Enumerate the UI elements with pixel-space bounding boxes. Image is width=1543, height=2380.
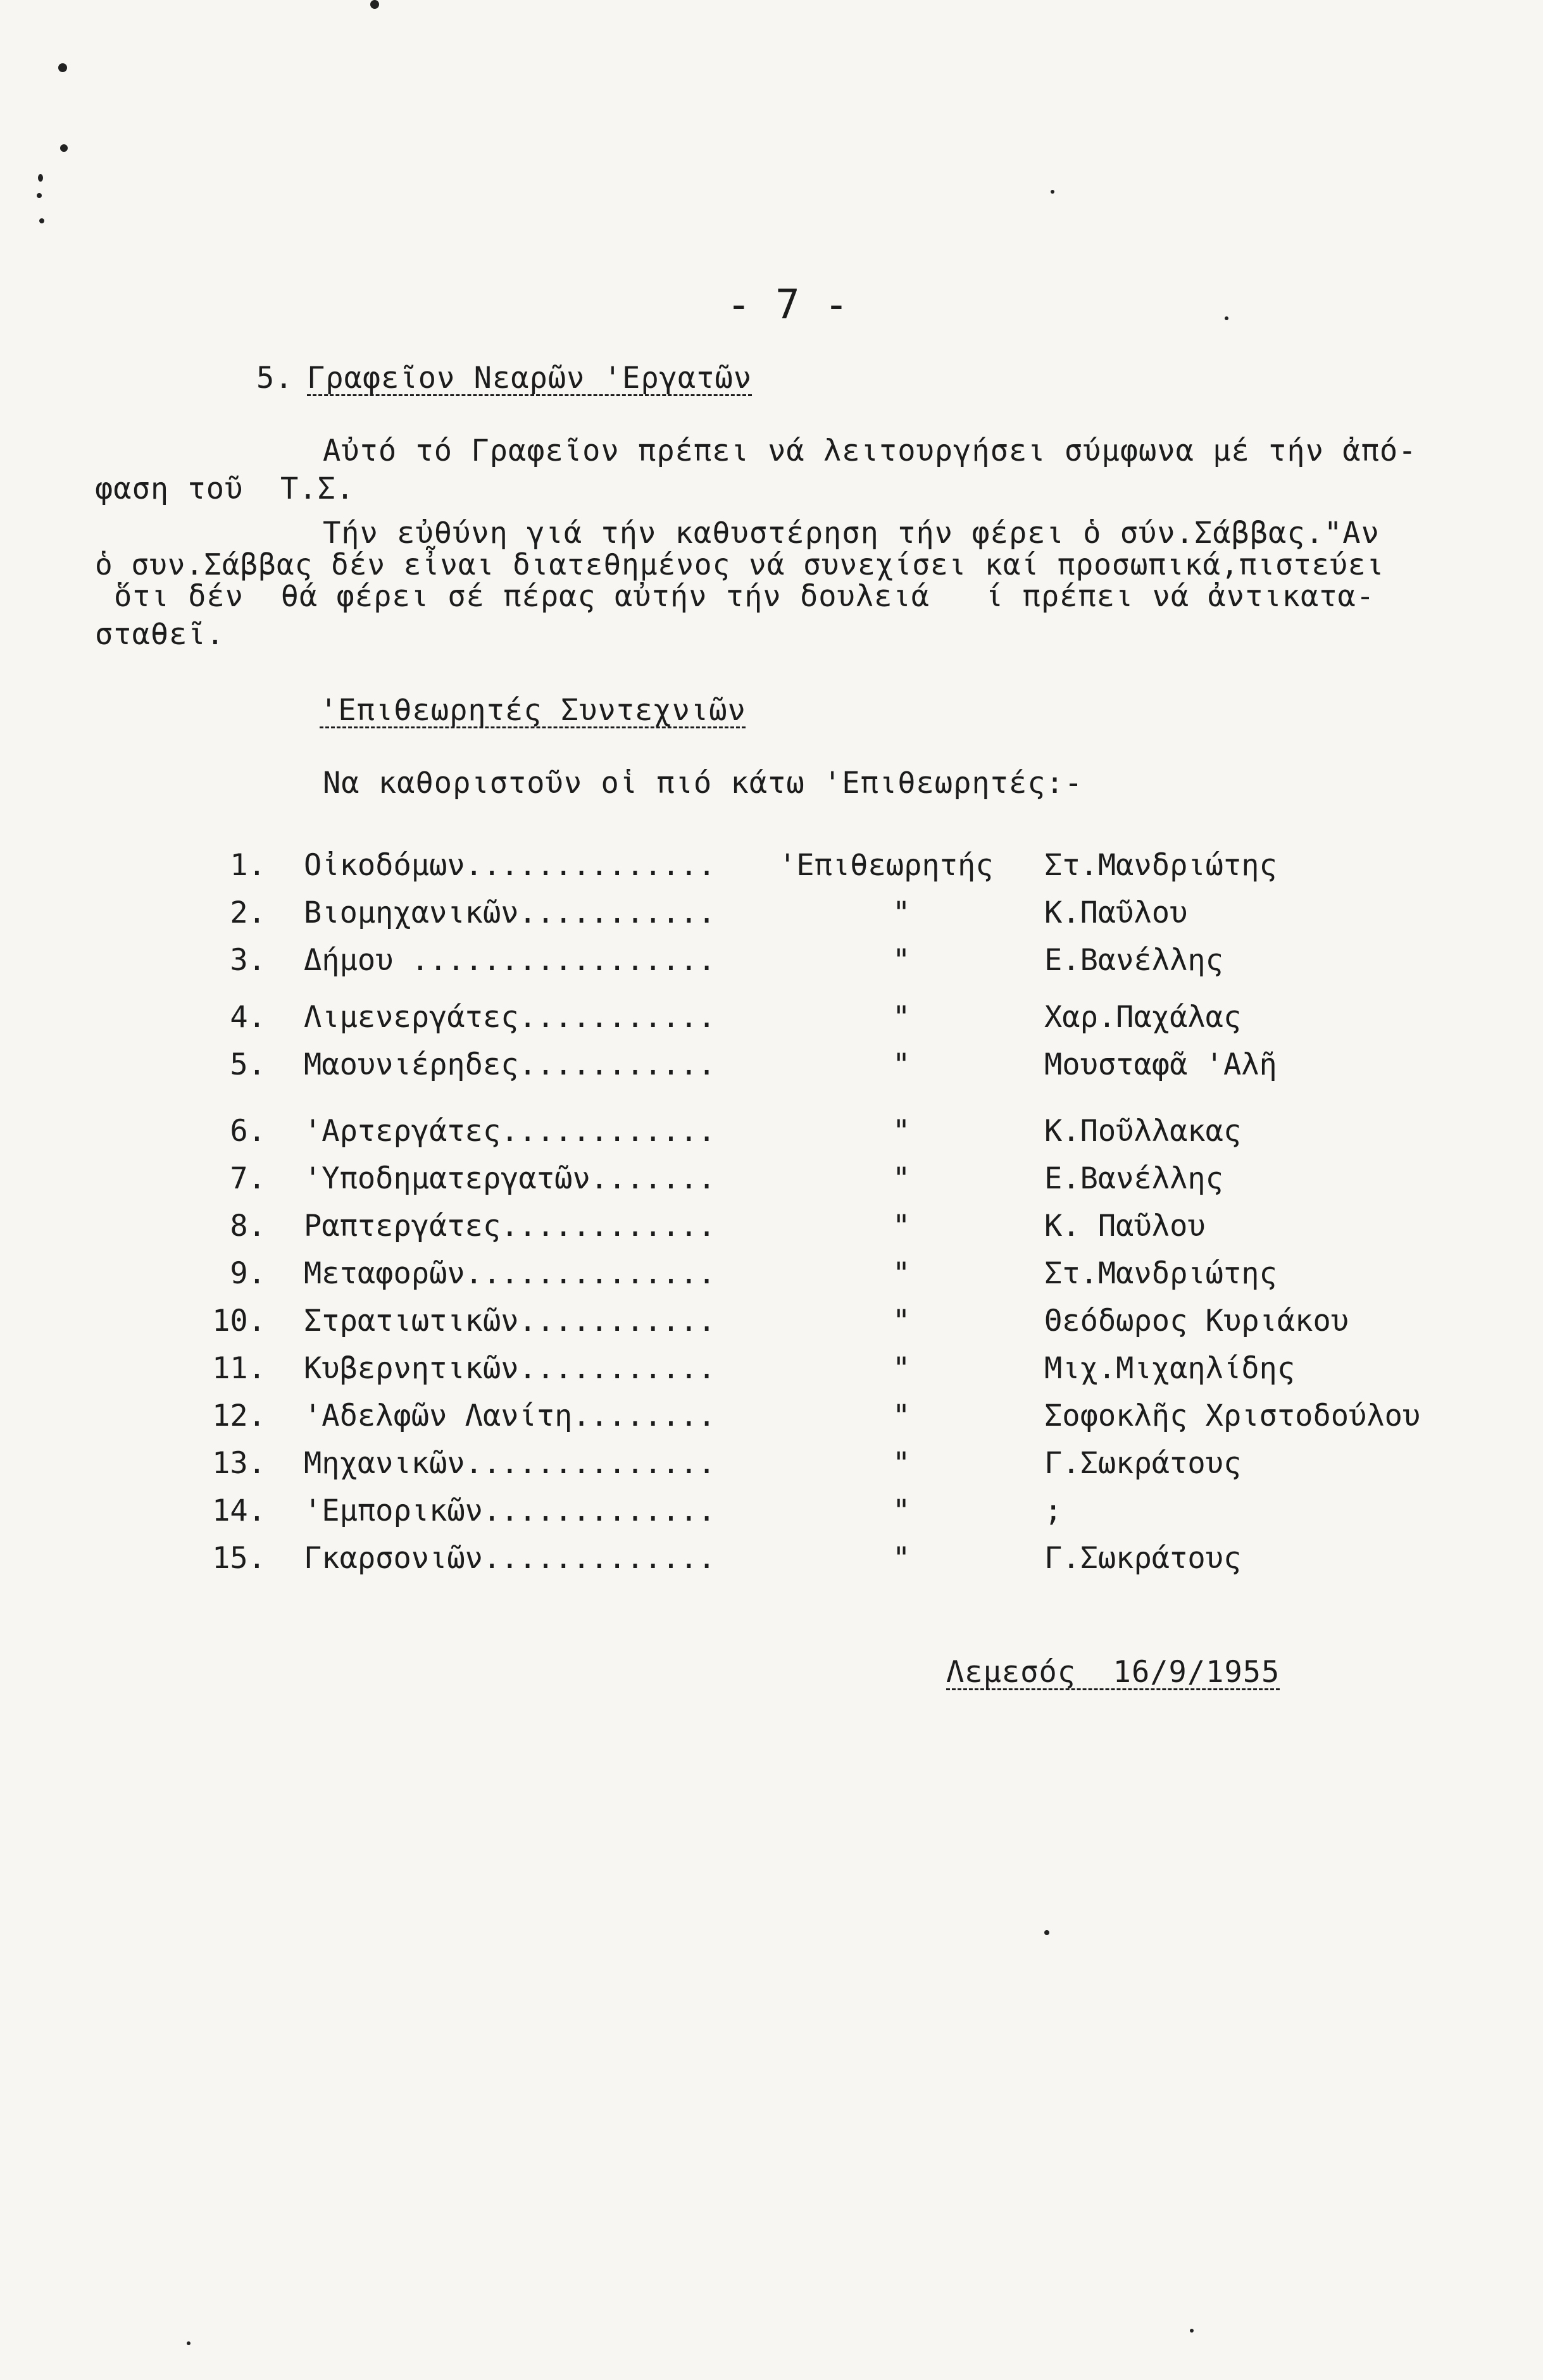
- role: ": [892, 895, 911, 930]
- inspectors-intro: Να καθοριστοῦν οἱ πιό κάτω 'Επιθεωρητές:-: [323, 766, 1084, 801]
- inspector-name: Κ.Ποῦλλακας: [1044, 1114, 1242, 1149]
- union-name: Μαουνιέρηδες...........: [304, 1047, 716, 1082]
- table-row: [0, 895, 1543, 933]
- row-number: 6.: [230, 1114, 266, 1149]
- page-number: - 7 -: [727, 282, 849, 328]
- table-row: [0, 1541, 1543, 1579]
- paragraph-2-line-2: ὁ συν.Σάββας δέν εἶναι διατεθημένος νά συνεχίσει καί προσωπικά,πιστεύει: [95, 547, 1385, 582]
- row-number: 3.: [230, 943, 266, 978]
- union-name: 'Εμπορικῶν.............: [304, 1493, 716, 1528]
- inspector-name: Κ.Παῦλου: [1044, 895, 1188, 930]
- paragraph-1-line-2: φαση τοῦ Τ.Σ.: [95, 471, 355, 506]
- role: ": [892, 943, 911, 978]
- union-name: Οἰκοδόμων..............: [304, 848, 716, 883]
- inspector-name: Σοφοκλῆς Χριστοδούλου: [1044, 1399, 1421, 1433]
- paragraph-2-line-1: Τήν εὐθύνη γιά τήν καθυστέρηση τήν φέρει ὁ σύν.Σάββας."Αν: [323, 516, 1380, 551]
- inspector-name: Γ.Σωκράτους: [1044, 1541, 1242, 1576]
- inspector-name: ;: [1044, 1493, 1063, 1528]
- inspector-name: Θεόδωρος Κυριάκου: [1044, 1304, 1349, 1338]
- inspector-name: Ε.Βανέλλης: [1044, 1161, 1223, 1196]
- table-row: [0, 1304, 1543, 1342]
- row-number: 14.: [212, 1493, 266, 1528]
- union-name: Γκαρσονιῶν.............: [304, 1541, 716, 1576]
- role: ": [892, 1493, 911, 1528]
- section-number: 5.: [256, 361, 294, 396]
- scan-speck: [1190, 2329, 1194, 2333]
- table-row: [0, 1114, 1543, 1152]
- row-number: 7.: [230, 1161, 266, 1196]
- scan-speck: [60, 144, 68, 152]
- table-row: [0, 1209, 1543, 1247]
- table-row: [0, 1161, 1543, 1199]
- scan-speck: [1044, 1930, 1049, 1935]
- role: ": [892, 1000, 911, 1035]
- row-number: 1.: [230, 848, 266, 883]
- union-name: Μηχανικῶν..............: [304, 1446, 716, 1481]
- inspector-name: Χαρ.Παχάλας: [1044, 1000, 1242, 1035]
- paragraph-1-line-1: Αὐτό τό Γραφεῖον πρέπει νά λειτουργήσει σύμφωνα μέ τήν ἀπό-: [323, 433, 1417, 468]
- paragraph-2-line-3: ὅτι δέν θά φέρει σέ πέρας αὐτήν τήν δουλειά ί πρέπει νά ἀντικατα-: [114, 579, 1375, 614]
- union-name: Ραπτεργάτες............: [304, 1209, 716, 1243]
- table-row: [0, 1256, 1543, 1294]
- row-number: 12.: [212, 1399, 266, 1433]
- union-name: Μεταφορῶν..............: [304, 1256, 716, 1291]
- inspector-name: Γ.Σωκράτους: [1044, 1446, 1242, 1481]
- scan-speck: [58, 63, 67, 72]
- union-name: Στρατιωτικῶν...........: [304, 1304, 716, 1338]
- row-number: 10.: [212, 1304, 266, 1338]
- row-number: 9.: [230, 1256, 266, 1291]
- row-number: 13.: [212, 1446, 266, 1481]
- paragraph-2-line-4: σταθεῖ.: [95, 617, 225, 652]
- union-name: Δήμου .................: [304, 943, 716, 978]
- role: 'Επιθεωρητής: [778, 848, 994, 883]
- role: ": [892, 1541, 911, 1576]
- inspector-name: Στ.Μανδριώτης: [1044, 1256, 1277, 1291]
- scan-speck: [187, 2341, 191, 2345]
- union-name: Βιομηχανικῶν...........: [304, 895, 716, 930]
- table-row: [0, 1446, 1543, 1484]
- table-row: [0, 943, 1543, 981]
- table-row: [0, 1493, 1543, 1531]
- role: ": [892, 1351, 911, 1386]
- table-row: [0, 848, 1543, 886]
- scan-speck: [1051, 190, 1054, 194]
- role: ": [892, 1304, 911, 1338]
- role: ": [892, 1399, 911, 1433]
- row-number: 8.: [230, 1209, 266, 1243]
- place-date: Λεμεσός 16/9/1955: [946, 1655, 1280, 1690]
- row-number: 11.: [212, 1351, 266, 1386]
- inspector-name: Κ. Παῦλου: [1044, 1209, 1206, 1243]
- role: ": [892, 1114, 911, 1149]
- inspector-name: Στ.Μανδριώτης: [1044, 848, 1277, 883]
- row-number: 5.: [230, 1047, 266, 1082]
- inspectors-heading: 'Επιθεωρητές Συντεχνιῶν: [320, 693, 746, 728]
- inspector-name: Μιχ.Μιχαηλίδης: [1044, 1351, 1296, 1386]
- role: ": [892, 1161, 911, 1196]
- row-number: 15.: [212, 1541, 266, 1576]
- role: ": [892, 1256, 911, 1291]
- inspector-name: Μουσταφᾶ 'Αλῆ: [1044, 1047, 1277, 1082]
- table-row: [0, 1000, 1543, 1038]
- section-title: Γραφεῖον Νεαρῶν 'Εργατῶν: [307, 361, 753, 396]
- inspector-name: Ε.Βανέλλης: [1044, 943, 1223, 978]
- union-name: 'Αρτεργάτες............: [304, 1114, 716, 1149]
- scan-speck: [1225, 316, 1228, 320]
- role: ": [892, 1446, 911, 1481]
- union-name: 'Υποδηματεργατῶν.......: [304, 1161, 716, 1196]
- table-row: [0, 1399, 1543, 1436]
- union-name: Κυβερνητικῶν...........: [304, 1351, 716, 1386]
- table-row: [0, 1351, 1543, 1389]
- union-name: Λιμενεργάτες...........: [304, 1000, 716, 1035]
- row-number: 4.: [230, 1000, 266, 1035]
- scan-speck: [39, 218, 44, 223]
- row-number: 2.: [230, 895, 266, 930]
- role: ": [892, 1209, 911, 1243]
- table-row: [0, 1047, 1543, 1085]
- role: ": [892, 1047, 911, 1082]
- union-name: 'Αδελφῶν Λανίτη........: [304, 1399, 716, 1433]
- scan-speck: [38, 174, 43, 182]
- scan-speck: [37, 193, 42, 198]
- scan-speck: [370, 0, 379, 9]
